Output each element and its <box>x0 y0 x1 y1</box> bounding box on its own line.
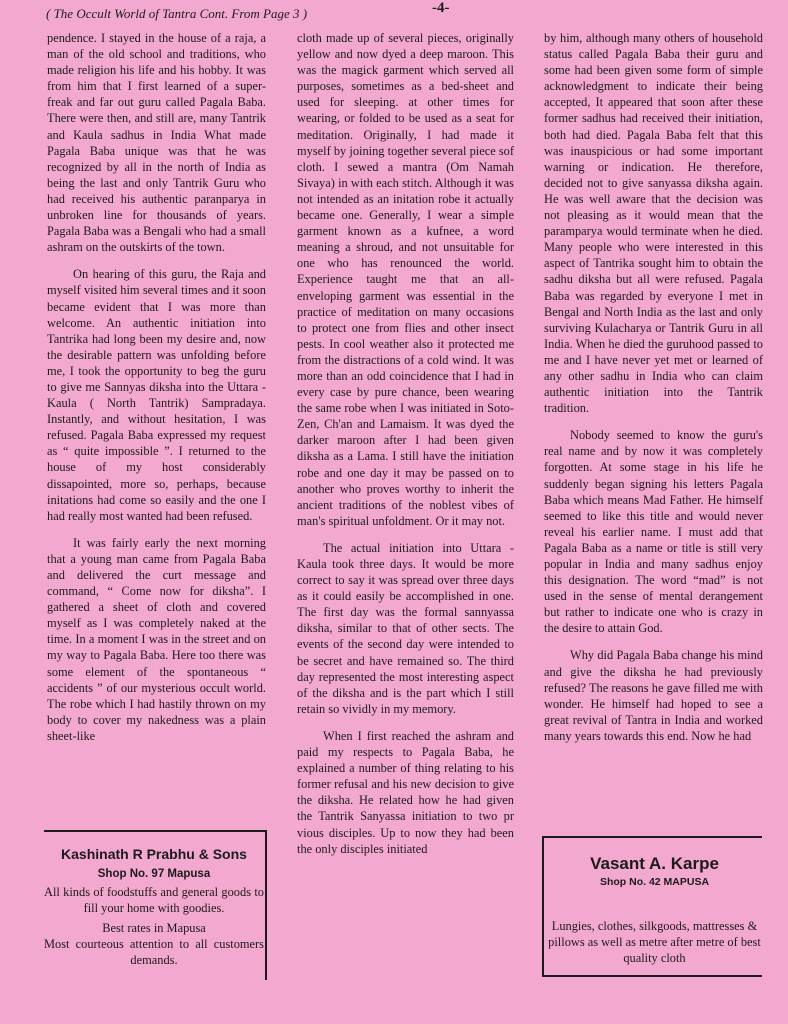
ad-right-bottom-rule <box>542 975 762 977</box>
ad-left-right-rule <box>265 830 267 980</box>
article-column-2 <box>297 30 514 868</box>
advertisement-kashinath-prabhu <box>44 846 264 968</box>
ad-right-left-rule <box>542 836 544 976</box>
paragraph: cloth made up of several pieces, originally yellow and now dyed a deep maroon. This was the magick garment which served all purposes, sometimes as a bed-sheet and used for sleeping. at other times for wearing, or folded to be used as a seat for meditation. Originally, I had made it myself by joining together several piece sof cloth. I sewed a mantra (Om Namah Sivaya) in with each stitch. Although it was not intended as an initation robe it actually became one. Generally, I wear a simple garment known as a kufnee, a word meaning a shroud, and not unsuitable for one who has renounced the world. Experience taught me that an all-enveloping garment was essential in the practice of meditation on many occasions to protect one from flies and other insect pests. In cool weather also it protected me from the distractions of a cold wind. It was more than an odd coincidence that I had in every case by pure chance, been wearing the same robe when I was initiated in Soto-Zen, Ch'an and Lamaism. It was dyed the darker maroon after I had been given diksha as a Lama. I still have the initiation robe and one day it may be passed on to another who proves worthy to inherit the ancient traditions of the noblest vibes of man's spiritual unfoldment. Or it may not. <box>297 31 514 528</box>
continuation-note: ( The Occult World of Tantra Cont. From Page 3 ) <box>46 6 308 21</box>
paragraph: pendence. I stayed in the house of a raja, a man of the old school and traditions, who made religion his life and his hobby. It was from him that I first learned of a super-freak and far out guru called Pagala Baba. There were then, and still are, many Tantrik and Kaula sadhus in India What made Pagala Baba unique was that he was recognized by all in the north of India as being the last and only Tantrik Guru who had received his authentic paranparya in unbroken line for thousands of years. Pagala Baba was a Bengali who had a small ashram on the outskirts of the town. <box>47 31 266 255</box>
ad-left-top-rule <box>44 830 266 832</box>
ad-text: Most courteous attention to all customers demands. <box>44 937 264 967</box>
ad-shop-address: Shop No. 42 MAPUSA <box>599 876 710 888</box>
ad-title: Kashinath R Prabhu & Sons <box>61 846 247 862</box>
paragraph: On hearing of this guru, the Raja and myself visited him several times and it soon became evident that I was more than welcome. An authentic initiation into Tantrika had long been my desire and, now the desirable pattern was unfolding before me, I took the opportunity to beg the guru to give me Sannyas diksha into the Uttara - Kaula ( North Tantrik) Sampradaya. Instantly, and without hesitation, I was refused. Pagala Baba expressed my request as “ quite impossible ”. I returned to the house of my host considerably dissapointed, more so, perhaps, because initations had come so easily and the one I had really most wanted had been refused. <box>47 267 266 523</box>
paragraph: It was fairly early the next morning that a young man came from Pagala Baba and delivered the curt message and command, “ Come now for diksha”. I gathered a sheet of cloth and covered myself as I was completely naked at the time. In a moment I was in the street and on my way to Pagala Baba. Here too there was some element of the spontaneous “ accidents ” of our mysterious occult world. The robe which I had hastily thrown on my body to cover my nakedness was a plain sheet-like <box>47 535 266 743</box>
advertisement-vasant-karpe <box>545 846 764 966</box>
ad-text: All kinds of foodstuffs and general goods to fill your home with goodies. <box>44 885 264 915</box>
ad-title: Vasant A. Karpe <box>590 854 719 873</box>
ad-text: Lungies, clothes, silkgoods, mattresses & pillows as well as metre after metre of best quality cloth <box>548 919 761 965</box>
paragraph: The actual initiation into Uttara -Kaula took three days. It would be more correct to say it was spread over three days as it could easily be accomplished in one. The first day was the formal sannyassa diksha, similar to that of other sects. The events of the second day were intended to be secret and have remained so. The third day represented the most interesting aspect of the diksha and is the part which I still retain so vividly in my memory. <box>297 540 514 716</box>
paragraph: Why did Pagala Baba change his mind and give the diksha he had previously refused? The reasons he gave filled me with wonder. He himself had hoped to see a great revival of Tantra in India and worked many years towards this end. Now he had <box>544 648 763 743</box>
paragraph: Nobody seemed to know the guru's real name and by now it was completely forgotten. At some stage in his life he suddenly began signing his letters Pagala Baba which means Mad Father. He himself seemed to like this title and would never reveal his earlier name. I must add that Pagala Baba as a name or title is still very popular in India and many sadhus enjoy this designation. The word “mad” is not used in the sense of mental derangement but rather to indicate one who is crazy in the desire to attain God. <box>544 428 763 636</box>
article-column-1 <box>47 30 266 755</box>
ad-right-top-rule <box>542 836 762 838</box>
ad-text: Best rates in Mapusa <box>102 921 206 935</box>
ad-shop-address: Shop No. 97 Mapusa <box>97 868 211 880</box>
paragraph: by him, although many others of household status called Pagala Baba their guru and some had been given some form of simple acknowledgment to indicate their being accepted, It appeared that soon after these former sadhus had received their initiation, both had died. Pagala Baba felt that this was inauspicious or had some important warning or indication. He therefore, decided not to give sanyassa diksha again. He was well aware that the decision was not pleasing as it would mean that the paramparya would terminate when he died. Many people who were interested in this aspect of Tantrika sought him to obtain the sadhu diksha but all were refused. Pagala Baba was regarded by everyone I met in Bengal and North India as the last and only surviving Kulacharya or Tantrik Guru in all India. When he died the guruhood passed to me and I have never yet met or learned of any other sadhu in India who can claim authentic initiation into the Tantrik tradition. <box>544 31 763 416</box>
article-column-3 <box>544 30 763 755</box>
page-number: -4- <box>432 0 450 16</box>
paragraph: When I first reached the ashram and paid my respects to Pagala Baba, he explained a number of thing relating to his former refusal and his new decision to give the diksha. He related how he had given the Tantrik Sanyassa initiation to two pr vious disciples. Up to now they had been the only disciples initiated <box>297 728 514 856</box>
